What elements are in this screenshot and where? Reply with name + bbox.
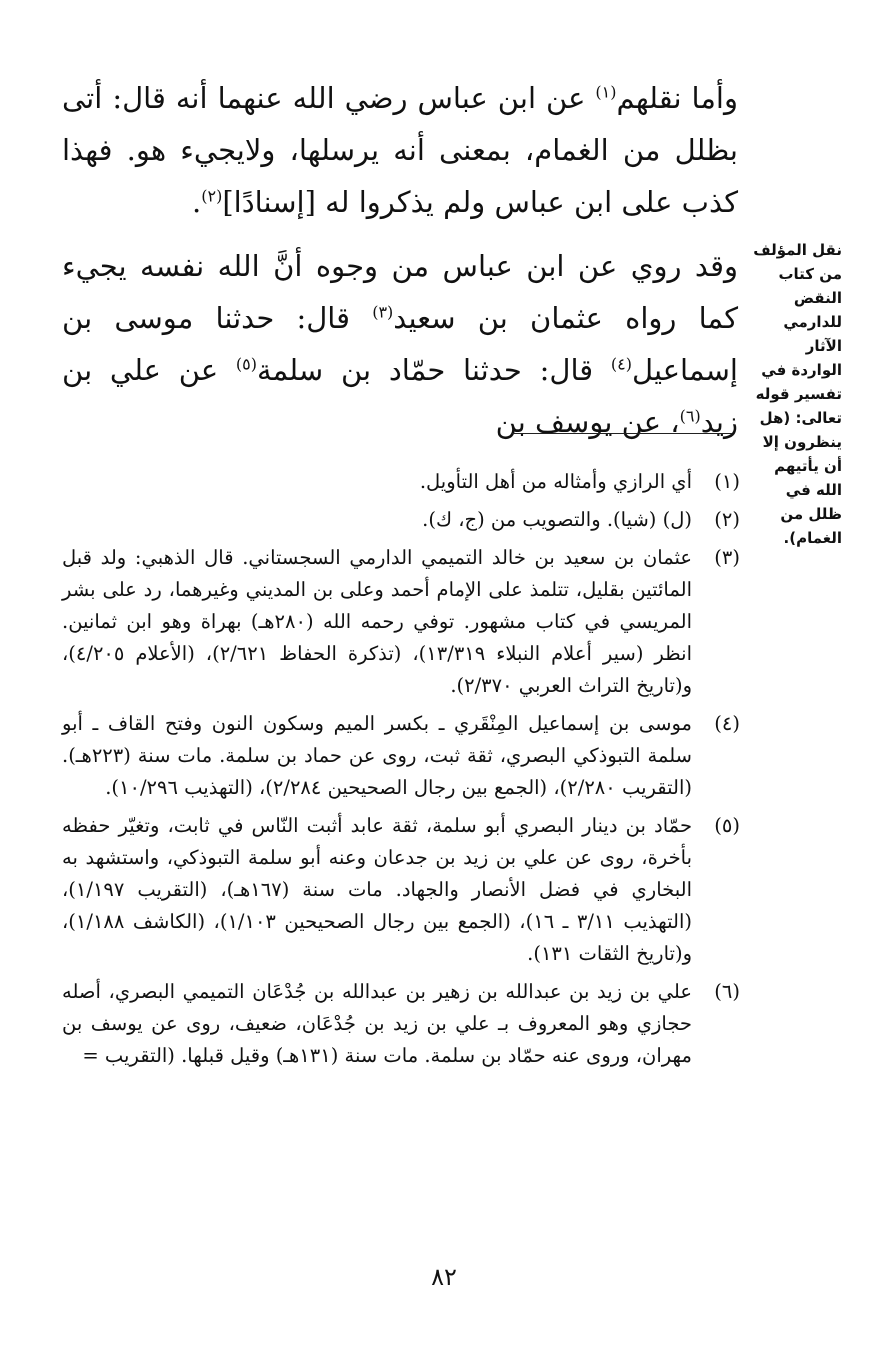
footnote-number: (٣) — [714, 546, 740, 569]
footnote-4 — [62, 708, 740, 804]
main-text — [62, 72, 738, 448]
footnotes — [62, 466, 740, 1078]
footnote-number: (٤) — [714, 712, 740, 735]
paragraph-text: وأما نقلهم — [616, 81, 738, 115]
footnote-text: حمّاد بن دينار البصري أبو سلمة، ثقة عابد أثبت النّاس في ثابت، وتغيّر حفظه بأخرة، روى عن علي بن زيد بن جدعان وعنه أبو سلمة التبوذكي، واستشهد به البخاري في فضل الأنصار والجهاد. مات سنة (١٦٧هـ)، (التقريب ١/١٩٧)، (التهذيب ٣/١١ ـ ١٦)، (الجمع بين رجال الصحيحين ١/١٠٣)، (الكاشف ١/١٨٨)، و(تاريخ الثقات ١٣١). — [62, 814, 692, 965]
paragraph-text: ، عن يوسف بن — [495, 405, 680, 439]
footnote-text: (ل) (شيا). والتصويب من (ج، ك). — [422, 508, 692, 531]
footnote-text: عثمان بن سعيد بن خالد التميمي الدارمي السجستاني. قال الذهبي: ولد قبل المائتين بقليل، تتلمذ على الإمام أحمد وعلى بن المديني وغيرهما، رد على بشر المريسي في كتاب مشهور. توفي رحمه الله (٢٨٠هـ) بهراة وهو ابن ثمانين. انظر (سير أعلام النبلاء ١٣/٣١٩)، (تذكرة الحفاظ ٢/٦٢١)، (الأعلام ٤/٢٠٥)، و(تاريخ التراث العربي ٢/٣٧٠). — [62, 546, 692, 697]
margin-note-verse: (هل ينظرون إلا أن يأتيهم الله في ظلل من الغمام). — [759, 409, 842, 547]
page-number: ٨٢ — [431, 1263, 457, 1291]
footnote-number: (٥) — [714, 814, 740, 837]
footnote-ref-1: (١) — [595, 82, 617, 102]
footnote-1 — [62, 466, 740, 498]
footnote-ref-5: (٥) — [235, 354, 257, 374]
paragraph-text: عن ابن عباس رضي الله عنهما أنه قال: أتى بظلل من الغمام، بمعنى أنه يرسلها، ولايجيء هو. فهذا كذب على ابن عباس ولم يذكروا له [إسنادًا] — [62, 81, 738, 219]
paragraph-text: . — [192, 185, 202, 219]
footnote-5 — [62, 810, 740, 970]
margin-note-heading: نقل المؤلف من كتاب النقض للدارمي الآثار الواردة في تفسير قوله تعالى: — [753, 241, 842, 427]
footnote-ref-6: (٦) — [679, 406, 701, 426]
footnote-text: أي الرازي وأمثاله من أهل التأويل. — [419, 470, 692, 493]
main-paragraph-2 — [62, 240, 738, 448]
footnote-number: (٦) — [714, 980, 740, 1003]
footnote-text: علي بن زيد بن عبدالله بن زهير بن عبدالله بن جُدْعَان التميمي البصري، أصله حجازي وهو المعروف بـ علي بن زيد بن جُدْعَان، ضعيف، روى عن يوسف بن مهران، وروى عنه حمّاد بن سلمة. مات سنة (١٣١هـ) وقيل قبلها. (التقريب = — [62, 980, 692, 1067]
footnote-3 — [62, 542, 740, 702]
paragraph-text: وقد روي عن ابن عباس من وجوه أنَّ الله نفسه يجيء كما رواه عثمان بن سعيد — [62, 249, 739, 335]
footnote-ref-3: (٣) — [372, 302, 394, 322]
footnote-separator — [512, 433, 732, 434]
footnote-number: (١) — [714, 470, 740, 493]
footnote-2 — [62, 504, 740, 536]
footnote-ref-2: (٢) — [201, 186, 223, 206]
margin-note — [752, 238, 842, 550]
paragraph-text: عن علي بن زيد — [62, 353, 738, 439]
paragraph-text: قال: حدثنا حمّاد بن سلمة — [256, 353, 611, 387]
footnote-ref-4: (٤) — [610, 354, 632, 374]
footnote-6 — [62, 976, 740, 1072]
footnote-text: موسى بن إسماعيل المِنْقَري ـ بكسر الميم وسكون النون وفتح القاف ـ أبو سلمة التبوذكي البصري، ثقة ثبت، روى عن حماد بن سلمة. مات سنة (٢٢٣هـ). (التقريب ٢/٢٨٠)، (الجمع بين رجال الصحيحين ٢/٢٨٤)، (التهذيب ١٠/٢٩٦). — [62, 712, 692, 799]
footnote-number: (٢) — [714, 508, 740, 531]
main-paragraph-1 — [62, 72, 738, 228]
paragraph-text: قال: حدثنا موسى بن إسماعيل — [62, 301, 738, 387]
